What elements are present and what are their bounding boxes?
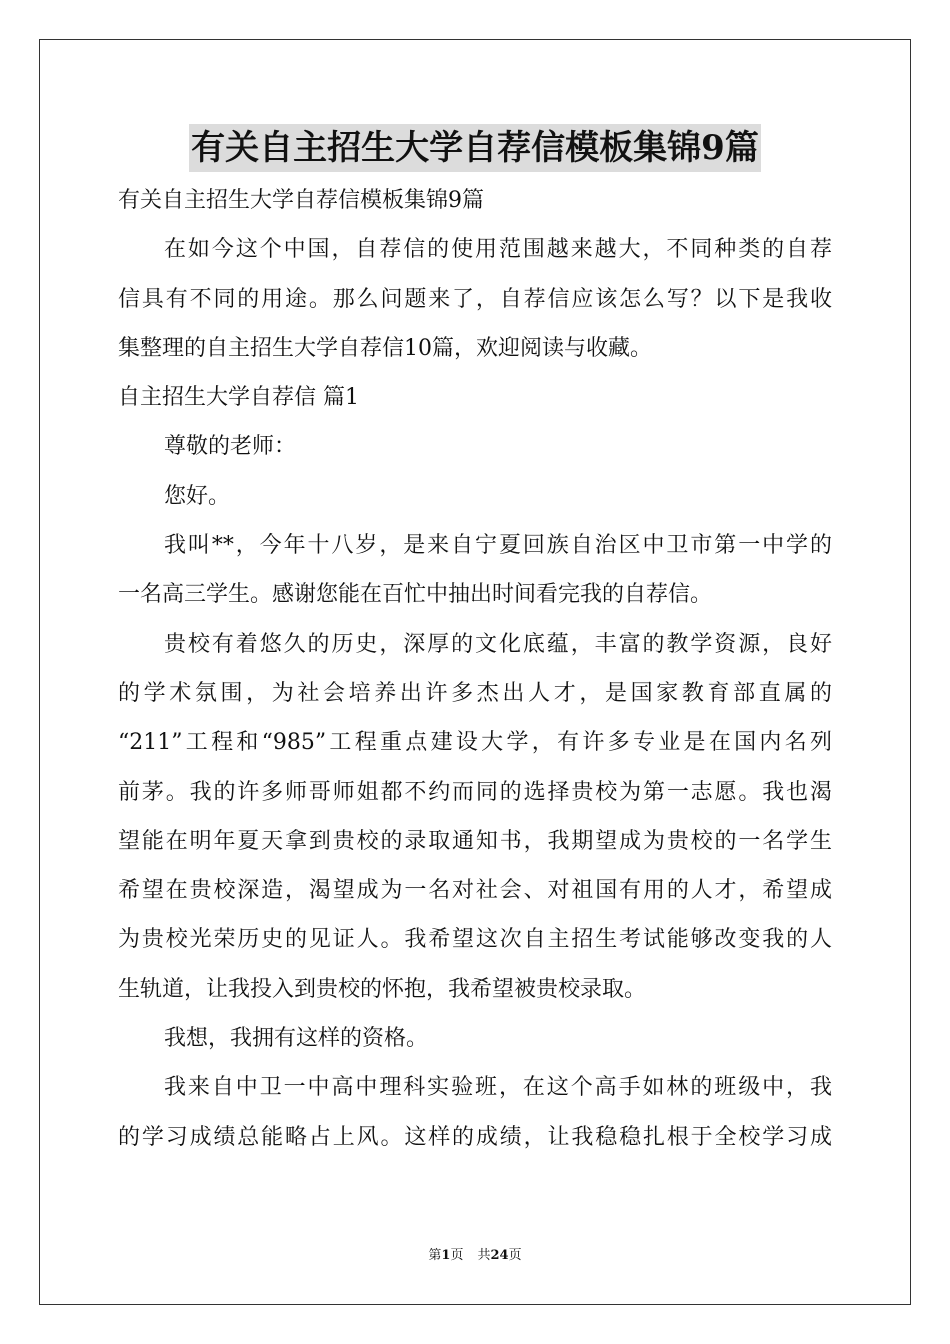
text-line: 信具有不同的用途。那么问题来了，自荐信应该怎么写？以下是我收 xyxy=(118,286,832,312)
total-suffix: 页 xyxy=(508,1248,522,1263)
text-line: 贵校有着悠久的历史，深厚的文化底蕴，丰富的教学资源，良好 xyxy=(164,631,832,657)
text-line: 集整理的自主招生大学自荐信10篇，欢迎阅读与收藏。 xyxy=(118,335,652,361)
total-pages: 24 xyxy=(490,1248,509,1263)
text-line: 的学术氛围，为社会培养出许多杰出人才，是国家教育部直属的 xyxy=(118,680,832,706)
title-container xyxy=(0,124,950,172)
text-line: 我叫**，今年十八岁，是来自宁夏回族自治区中卫市第一中学的 xyxy=(164,533,832,559)
text-line: 前茅。我的许多师哥师姐都不约而同的选择贵校为第一志愿。我也渴 xyxy=(118,779,832,805)
total-prefix: 共 xyxy=(477,1248,491,1263)
page-suffix: 页 xyxy=(450,1248,464,1263)
text-line: 在如今这个中国，自荐信的使用范围越来越大，不同种类的自荐 xyxy=(164,237,832,263)
text-line: “211”工程和“985”工程重点建设大学，有许多专业是在国内名列 xyxy=(118,730,832,756)
text-line: 一名高三学生。感谢您能在百忙中抽出时间看完我的自荐信。 xyxy=(118,582,713,608)
text-line: 生轨道，让我投入到贵校的怀抱，我希望被贵校录取。 xyxy=(118,976,647,1002)
text-line: 有关自主招生大学自荐信模板集锦9篇 xyxy=(118,188,484,213)
page-footer xyxy=(0,1246,950,1266)
page-number: 1 xyxy=(441,1248,451,1263)
document-body xyxy=(118,176,832,1162)
text-line: 的学习成绩总能略占上风。这样的成绩，让我稳稳扎根于全校学习成 xyxy=(118,1124,832,1150)
text-line: 望能在明年夏天拿到贵校的录取通知书，我期望成为贵校的一名学生 xyxy=(118,828,832,854)
text-line: 我来自中卫一中高中理科实验班，在这个高手如林的班级中，我 xyxy=(164,1075,832,1101)
section-heading: 自主招生大学自荐信 篇1 xyxy=(118,385,359,411)
greeting: 您好。 xyxy=(164,483,231,509)
page-prefix: 第 xyxy=(428,1248,442,1263)
document-title: 有关自主招生大学自荐信模板集锦9篇 xyxy=(189,124,761,172)
text-line: 为贵校光荣历史的见证人。我希望这次自主招生考试能够改变我的人 xyxy=(118,927,832,953)
text-line: 我想，我拥有这样的资格。 xyxy=(164,1026,429,1052)
salutation: 尊敬的老师： xyxy=(164,434,297,460)
text-line: 希望在贵校深造，渴望成为一名对社会、对祖国有用的人才，希望成 xyxy=(118,878,832,904)
